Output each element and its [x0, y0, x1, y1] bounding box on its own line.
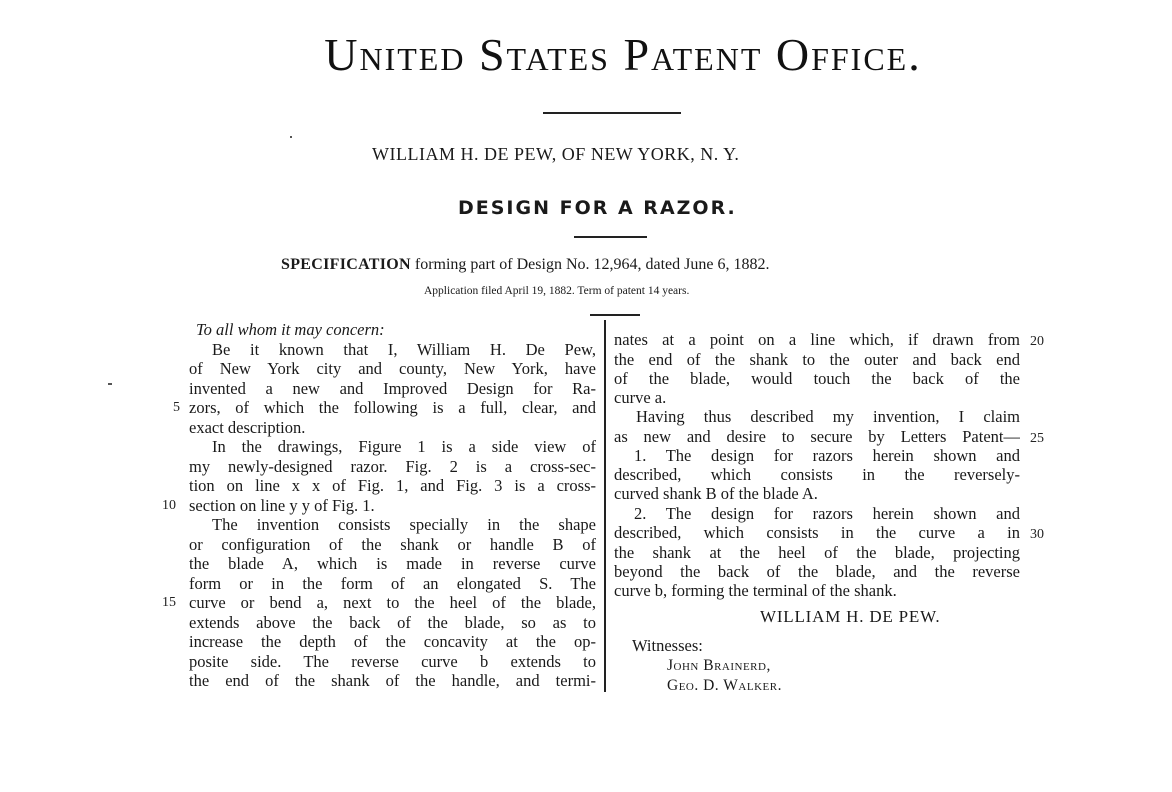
text-line: zors, of which the following is a full, clear, and — [189, 398, 596, 417]
line-number-10: 10 — [162, 498, 176, 513]
text-line: my newly-designed razor. Fig. 2 is a cross-sec- — [189, 457, 596, 476]
text-line: curve or bend a, next to the heel of the blade, — [189, 593, 596, 612]
salutation: To all whom it may concern: — [196, 320, 385, 339]
text-line: of the blade, would touch the back of the — [614, 369, 1020, 388]
text-line: the blade A, which is made in reverse curve — [189, 554, 596, 573]
text-line: 2. The design for razors herein shown and — [634, 504, 1020, 523]
text-line: the end of the shank of the handle, and termi- — [189, 671, 596, 690]
text-line: curve b, forming the terminal of the shank. — [614, 581, 897, 600]
print-speck — [108, 383, 112, 385]
spec-rule — [590, 314, 640, 316]
header-rule — [543, 112, 681, 114]
inventor-line: WILLIAM H. DE PEW, OF NEW YORK, N. Y. — [372, 144, 740, 164]
text-line: Be it known that I, William H. De Pew, — [212, 340, 596, 359]
column-divider — [604, 320, 606, 692]
specification-label: SPECIFICATION — [281, 256, 411, 273]
text-line: as new and desire to secure by Letters Patent— — [614, 427, 1020, 446]
witness-name: Geo. D. Walker. — [667, 677, 782, 694]
text-line: The invention consists specially in the shape — [212, 515, 596, 534]
office-title: United States Patent Office. — [324, 29, 922, 80]
witness-name: John Brainerd, — [667, 657, 771, 674]
text-line: curve a. — [614, 388, 667, 407]
text-line: or configuration of the shank or handle B of — [189, 535, 596, 554]
text-line: described, which consists in the curve a in — [614, 523, 1020, 542]
text-line: tion on line x x of Fig. 1, and Fig. 3 is a cross- — [189, 476, 596, 495]
line-number-15: 15 — [162, 595, 176, 610]
witnesses-label: Witnesses: — [632, 636, 703, 655]
text-line: nates at a point on a line which, if drawn from — [614, 330, 1020, 349]
text-line: the end of the shank to the outer and back end — [614, 350, 1020, 369]
text-line: form or in the form of an elongated S. The — [189, 574, 596, 593]
text-line: exact description. — [189, 418, 306, 437]
text-line: beyond the back of the blade, and the reverse — [614, 562, 1020, 581]
line-number-25: 25 — [1030, 431, 1044, 446]
text-line: of New York city and county, New York, have — [189, 359, 596, 378]
line-number-20: 20 — [1030, 334, 1044, 349]
specification-line — [281, 256, 769, 274]
inventor-signature: WILLIAM H. DE PEW. — [760, 607, 941, 626]
text-line: curved shank B of the blade A. — [614, 484, 818, 503]
text-line: extends above the back of the blade, so as to — [189, 613, 596, 632]
text-line: described, which consists in the reversely- — [614, 465, 1020, 484]
title-rule — [574, 236, 647, 238]
text-line: the shank at the heel of the blade, projecting — [614, 543, 1020, 562]
text-line: 1. The design for razors herein shown and — [634, 446, 1020, 465]
line-number-5: 5 — [173, 400, 180, 415]
text-line: posite side. The reverse curve b extends to — [189, 652, 596, 671]
specification-text: forming part of Design No. 12,964, dated June 6, 1882. — [410, 256, 770, 273]
text-line: increase the depth of the concavity at the op- — [189, 632, 596, 651]
design-title: DESIGN FOR A RAZOR. — [458, 197, 737, 219]
line-number-30: 30 — [1030, 527, 1044, 542]
text-line: section on line y y of Fig. 1. — [189, 496, 375, 515]
text-line: In the drawings, Figure 1 is a side view of — [212, 437, 596, 456]
text-line: invented a new and Improved Design for Ra- — [189, 379, 596, 398]
application-line: Application filed April 19, 1882. Term of patent 14 years. — [424, 285, 690, 297]
print-speck — [290, 136, 292, 138]
text-line: Having thus described my invention, I claim — [636, 407, 1020, 426]
